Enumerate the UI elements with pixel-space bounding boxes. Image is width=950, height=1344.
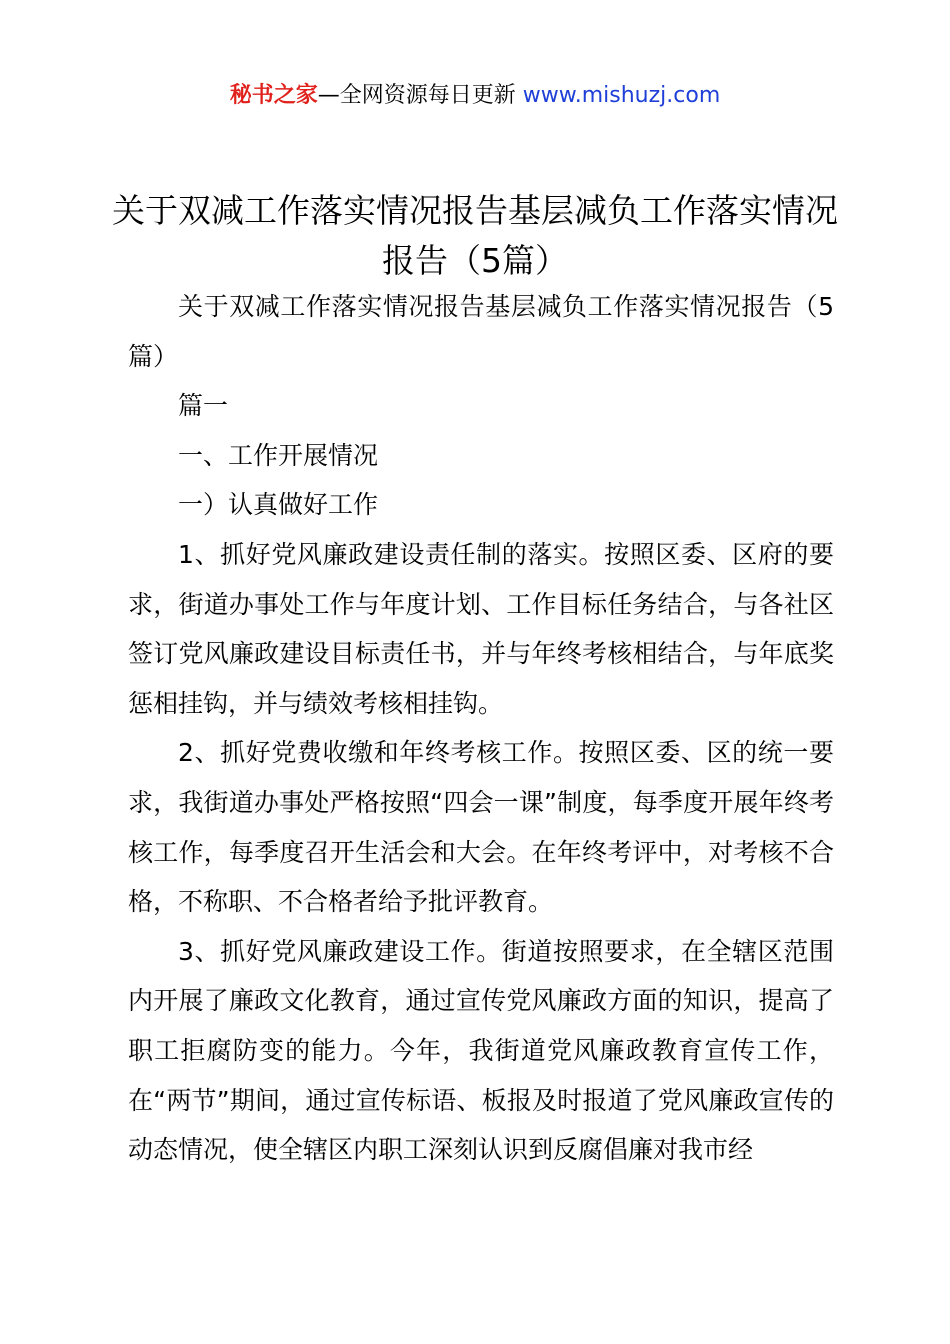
section-label: 篇一: [178, 391, 229, 421]
document-body: [128, 282, 834, 1175]
subsection-heading: 一）认真做好工作: [178, 490, 379, 520]
paragraph-intro: 关于双减工作落实情况报告基层减负工作落实情况报告（5篇）: [128, 292, 834, 371]
section-heading: 一、工作开展情况: [178, 440, 379, 470]
site-header: [0, 78, 950, 114]
header-tagline: —全网资源每日更新: [317, 83, 516, 108]
document-title: 关于双减工作落实情况报告基层减负工作落实情况报告（5篇）: [112, 191, 838, 280]
paragraph-item-3: 3、抓好党风廉政建设工作。街道按照要求，在全辖区范围内开展了廉政文化教育，通过宣传党风廉政方面的知识，提高了职工拒腐防变的能力。今年，我街道党风廉政教育宣传工作，在“两节”期间，通过宣传标语、板报及时报道了党风廉政宣传的动态情况，使全辖区内职工深刻认识到反腐倡廉对我市经: [128, 936, 834, 1165]
brand-name: 秘书之家: [229, 83, 318, 108]
paragraph-item-2: 2、抓好党费收缴和年终考核工作。按照区委、区的统一要求，我街道办事处严格按照“四会一课”制度，每季度开展年终考核工作，每季度召开生活会和大会。在年终考评中，对考核不合格，不称职、不合格者给予批评教育。: [128, 738, 834, 917]
paragraph-item-1: 1、抓好党风廉政建设责任制的落实。按照区委、区府的要求，街道办事处工作与年度计划、工作目标任务结合，与各社区签订党风廉政建设目标责任书，并与年终考核相结合，与年底奖惩相挂钩，并与绩效考核相挂钩。: [128, 539, 834, 718]
site-url-link[interactable]: www.mishuzj.com: [522, 83, 721, 108]
